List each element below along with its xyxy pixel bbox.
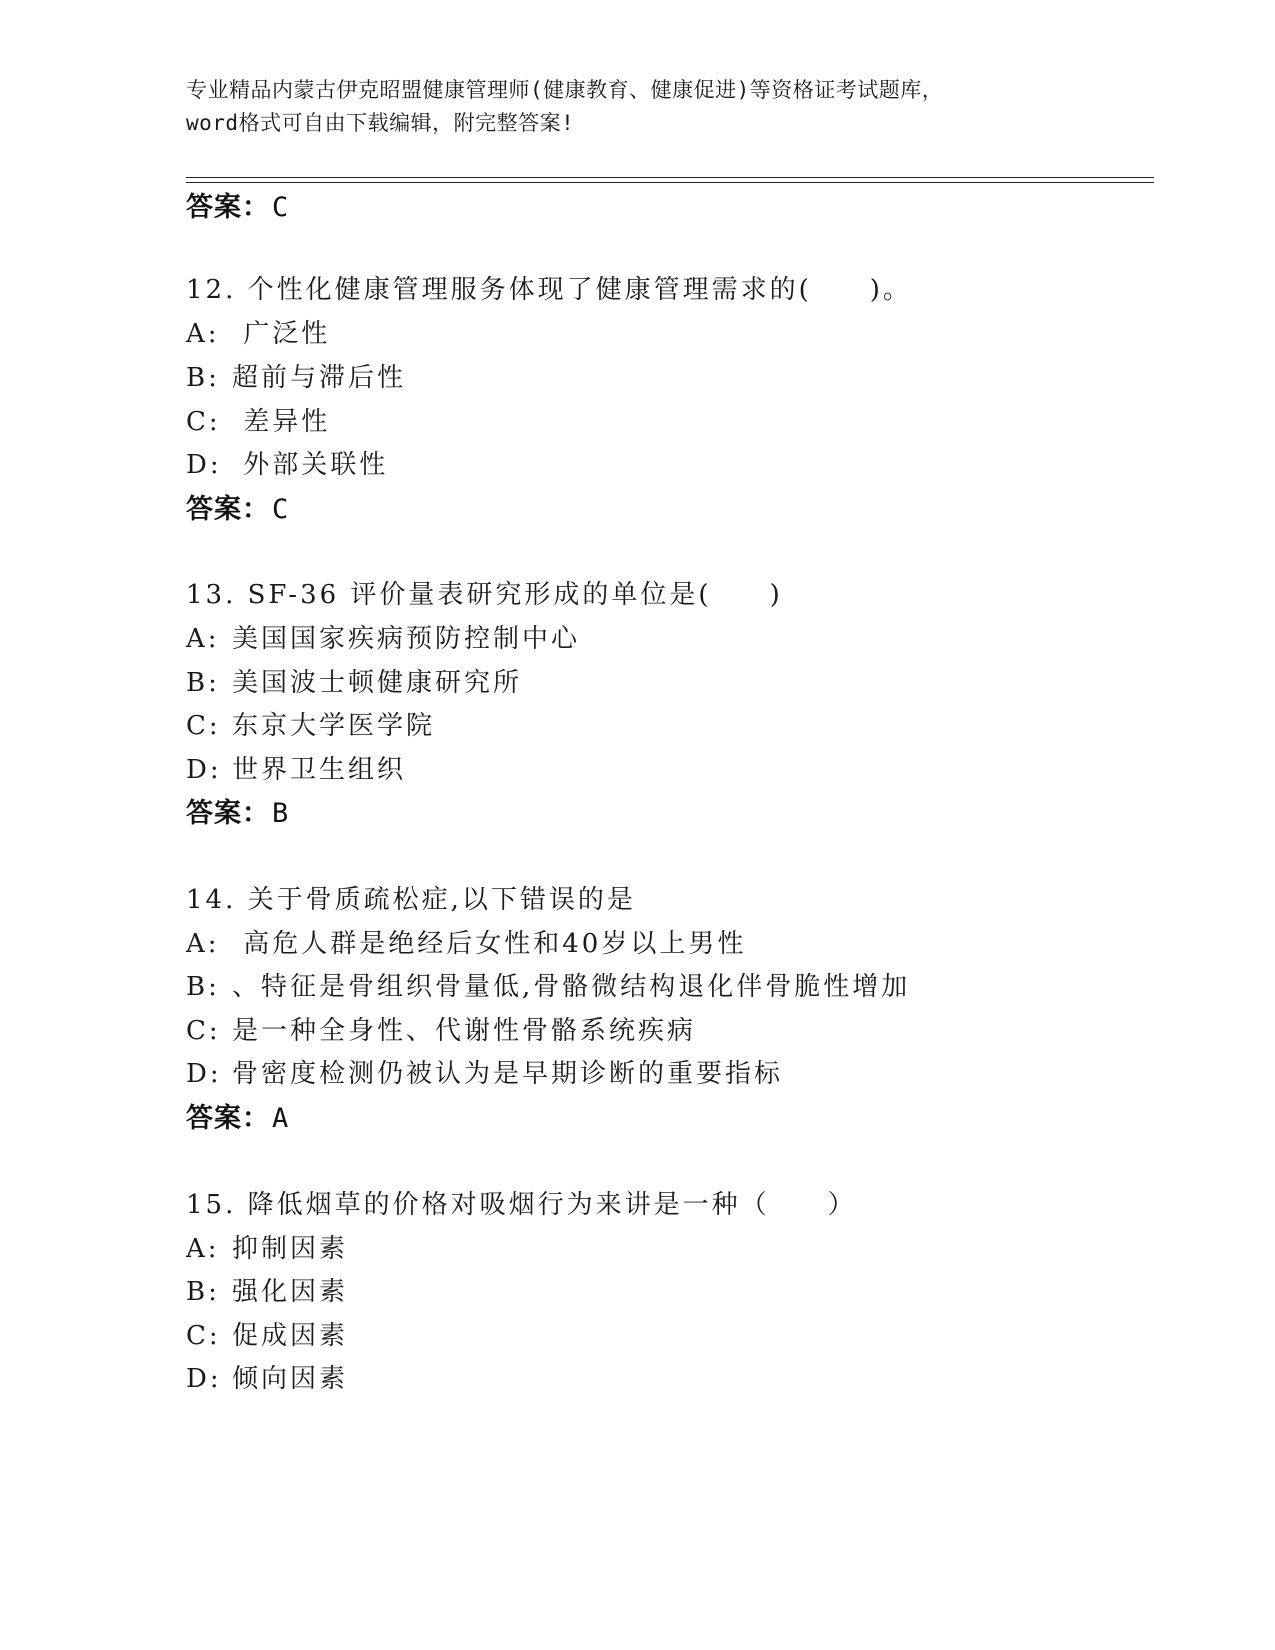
document-header	[186, 74, 1086, 140]
option-d	[186, 449, 388, 481]
option-key: B:	[186, 668, 220, 698]
answer-value: B	[272, 798, 290, 829]
option-key: D:	[186, 1364, 222, 1394]
option-key: C:	[186, 1321, 221, 1351]
answer-value: C	[272, 494, 290, 525]
option-key: B:	[186, 972, 220, 1002]
option-b	[186, 971, 910, 1003]
option-text: 倾向因素	[232, 1364, 349, 1394]
question-stem: 12. 个性化健康管理服务体现了健康管理需求的( )。	[186, 275, 912, 305]
answer-value: A	[272, 1103, 290, 1134]
answer-label: 答案：	[186, 494, 270, 525]
option-d	[186, 1363, 348, 1395]
option-text: 强化因素	[232, 1277, 349, 1307]
option-text: 高危人群是绝经后女性和40岁以上男性	[232, 929, 747, 959]
answer-label: 答案：	[186, 1103, 270, 1134]
option-key: A:	[186, 624, 220, 654]
option-key: C:	[186, 407, 221, 437]
option-key: D:	[186, 755, 222, 785]
option-text: 美国波士顿健康研究所	[232, 668, 523, 698]
option-key: A:	[186, 1234, 220, 1264]
option-text: 世界卫生组织	[232, 755, 407, 785]
option-key: D:	[186, 450, 222, 480]
option-a	[186, 623, 580, 655]
option-key: C:	[186, 1016, 221, 1046]
option-key: B:	[186, 363, 220, 393]
question-stem: 14. 关于骨质疏松症,以下错误的是	[186, 885, 636, 915]
option-key: A:	[186, 929, 220, 959]
answer-line	[186, 1103, 289, 1135]
option-b	[186, 667, 522, 699]
option-key: C:	[186, 711, 221, 741]
option-key: B:	[186, 1277, 220, 1307]
answer-line	[186, 192, 289, 224]
header-line-1: 专业精品内蒙古伊克昭盟健康管理师(健康教育、健康促进)等资格证考试题库，	[186, 78, 944, 102]
option-text: 超前与滞后性	[232, 363, 407, 393]
option-text: 外部关联性	[232, 450, 389, 480]
option-text: 、特征是骨组织骨量低,骨骼微结构退化伴骨脆性增加	[232, 972, 911, 1002]
header-line-2: word格式可自由下载编辑，附完整答案!	[186, 111, 575, 135]
question-stem: 13. SF-36 评价量表研究形成的单位是( )	[186, 580, 783, 610]
option-a	[186, 1233, 348, 1265]
answer-label: 答案：	[186, 192, 270, 223]
option-text: 促成因素	[232, 1321, 349, 1351]
header-divider-top	[186, 177, 1154, 178]
option-key: D:	[186, 1059, 222, 1089]
option-c	[186, 1320, 348, 1352]
answer-label: 答案：	[186, 798, 270, 829]
answer-line	[186, 798, 289, 830]
answer-value: C	[272, 192, 290, 223]
option-text: 骨密度检测仍被认为是早期诊断的重要指标	[232, 1059, 784, 1089]
header-divider-bottom	[186, 182, 1154, 183]
option-text: 差异性	[232, 407, 331, 437]
option-d	[186, 1058, 783, 1090]
option-c	[186, 406, 330, 438]
question-stem: 15. 降低烟草的价格对吸烟行为来讲是一种（ ）	[186, 1190, 857, 1220]
option-d	[186, 754, 406, 786]
option-c	[186, 1015, 696, 1047]
option-text: 美国国家疾病预防控制中心	[232, 624, 581, 654]
option-key: A:	[186, 319, 220, 349]
option-b	[186, 362, 406, 394]
option-text: 是一种全身性、代谢性骨骼系统疾病	[232, 1016, 697, 1046]
option-c	[186, 710, 435, 742]
option-text: 东京大学医学院	[232, 711, 436, 741]
option-text: 广泛性	[232, 319, 331, 349]
option-a	[186, 928, 746, 960]
option-text: 抑制因素	[232, 1234, 349, 1264]
answer-line	[186, 494, 289, 526]
option-a	[186, 318, 330, 350]
option-b	[186, 1276, 348, 1308]
